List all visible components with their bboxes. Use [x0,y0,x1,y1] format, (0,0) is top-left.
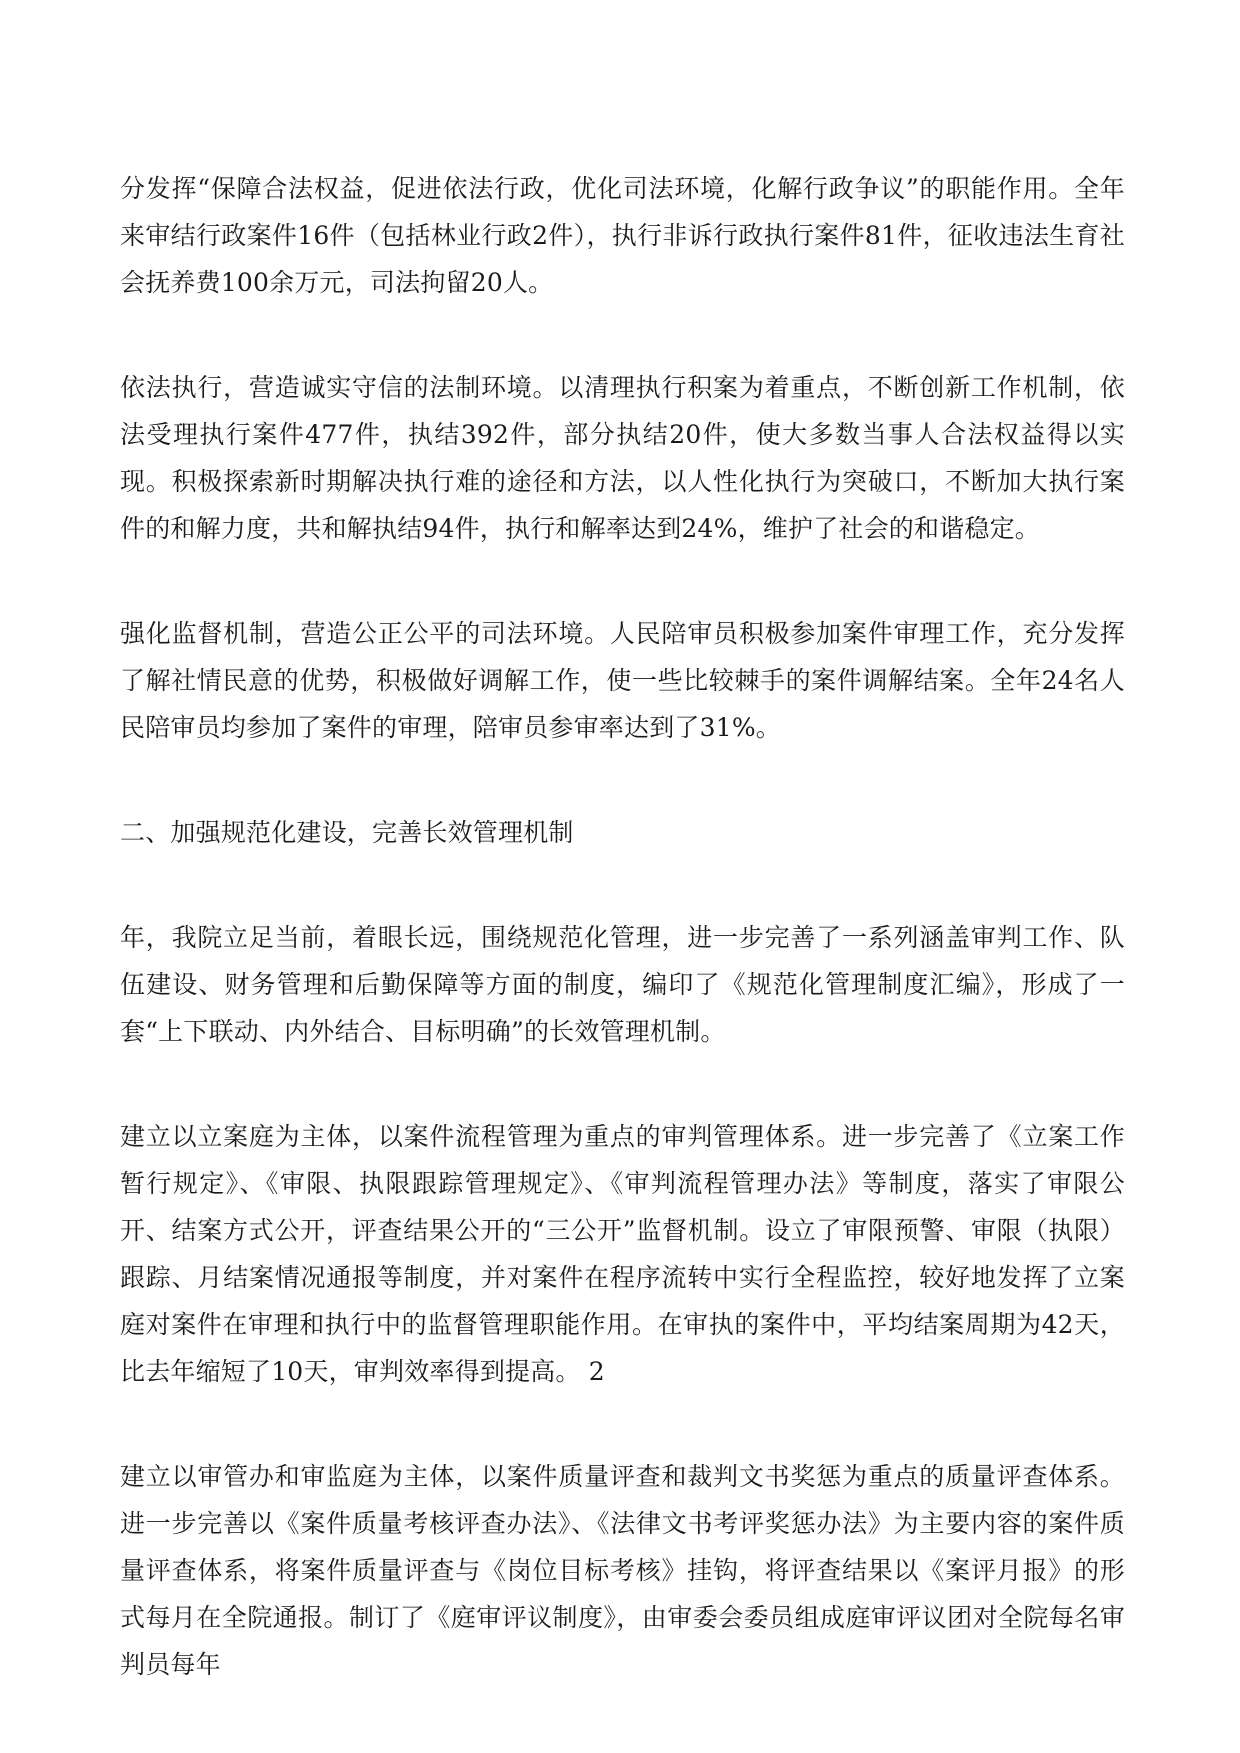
paragraph-supervision: 强化监督机制，营造公正公平的司法环境。人民陪审员积极参加案件审理工作，充分发挥了解社情民意的优势，积极做好调解工作，使一些比较棘手的案件调解结案。全年24名人民陪审员均参加了案件的审理，陪审员参审率达到了31%。 [120,619,1125,742]
section-heading: 二、加强规范化建设，完善长效管理机制 [120,818,574,847]
paragraph-standardization: 年，我院立足当前，着眼长远，围绕规范化管理，进一步完善了一系列涵盖审判工作、队伍建设、财务管理和后勤保障等方面的制度，编印了《规范化管理制度汇编》，形成了一套“上下联动、内外结合、目标明确”的长效管理机制。 [120,923,1125,1046]
paragraph-enforcement: 依法执行，营造诚实守信的法制环境。以清理执行积案为着重点，不断创新工作机制，依法受理执行案件477件，执结392件，部分执结20件，使大多数当事人合法权益得以实现。积极探索新时期解决执行难的途径和方法，以人性化执行为突破口，不断加大执行案件的和解力度，共和解执结94件，执行和解率达到24%，维护了社会的和谐稳定。 [120,373,1125,543]
document-page [120,165,1125,1688]
paragraph-administrative-cases: 分发挥“保障合法权益，促进依法行政，优化司法环境，化解行政争议”的职能作用。全年来审结行政案件16件（包括林业行政2件），执行非诉行政执行案件81件，征收违法生育社会抚养费100余万元，司法拘留20人。 [120,174,1125,297]
paragraph-trial-management: 建立以立案庭为主体，以案件流程管理为重点的审判管理体系。进一步完善了《立案工作暂行规定》、《审限、执限跟踪管理规定》、《审判流程管理办法》等制度，落实了审限公开、结案方式公开，评查结果公开的“三公开”监督机制。设立了审限预警、审限（执限）跟踪、月结案情况通报等制度，并对案件在程序流转中实行全程监控，较好地发挥了立案庭对案件在审理和执行中的监督管理职能作用。在审执的案件中，平均结案周期为42天，比去年缩短了10天，审判效率得到提高。 2 [120,1122,1125,1386]
paragraph-quality-review: 建立以审管办和审监庭为主体，以案件质量评查和裁判文书奖惩为重点的质量评查体系。进一步完善以《案件质量考核评查办法》、《法律文书考评奖惩办法》为主要内容的案件质量评查体系，将案件质量评查与《岗位目标考核》挂钩，将评查结果以《案评月报》的形式每月在全院通报。制订了《庭审评议制度》，由审委会委员组成庭审评议团对全院每名审判员每年 [120,1462,1125,1679]
